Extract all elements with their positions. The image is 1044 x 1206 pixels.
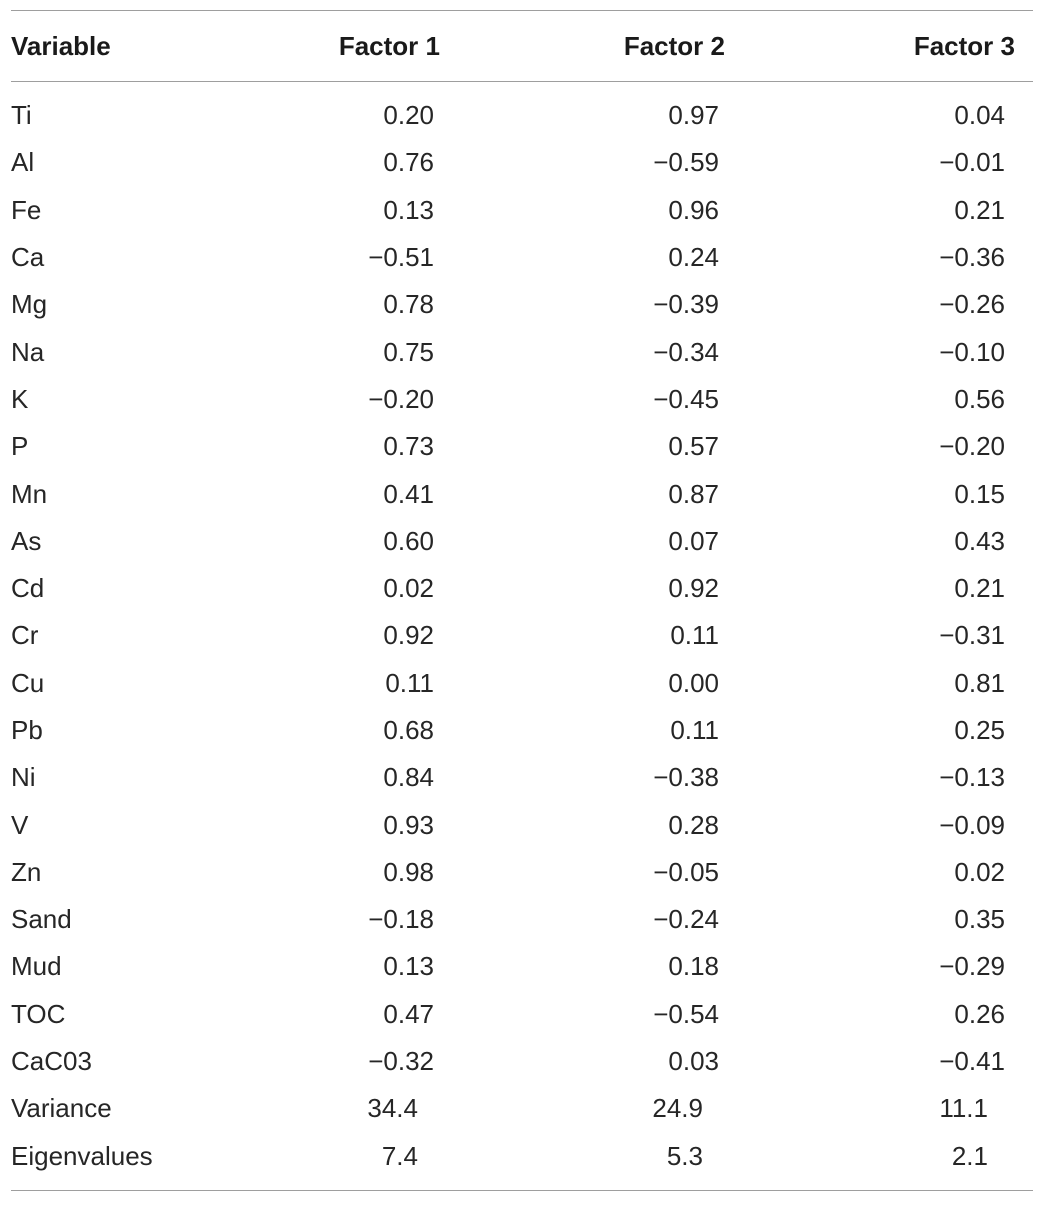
- cell-variable: Cd: [11, 573, 45, 604]
- cell-factor-1: 0.11: [385, 667, 434, 698]
- cell-variable: Fe: [11, 194, 42, 225]
- cell-variable: Eigenvalues: [11, 1140, 153, 1171]
- cell-factor-3: −0.01: [939, 147, 1005, 178]
- cell-factor-3: −0.41: [939, 1046, 1005, 1077]
- cell-factor-2: 0.11: [670, 715, 719, 745]
- cell-factor-2: 0.28: [668, 809, 719, 840]
- cell-factor-2: 0.24: [668, 242, 719, 273]
- cell-factor-3: −0.31: [939, 620, 1005, 651]
- cell-factor-1: −0.20: [368, 383, 434, 414]
- cell-factor-1: 0.02: [383, 573, 434, 604]
- table-row: [11, 565, 1033, 612]
- cell-factor-3: −0.26: [939, 289, 1005, 320]
- cell-factor-3: 0.21: [954, 194, 1005, 225]
- cell-factor-3: −0.10: [939, 336, 1005, 367]
- table-row: [11, 518, 1033, 565]
- factor-loadings-table: [11, 10, 1033, 1191]
- cell-factor-1: −0.18: [368, 904, 434, 935]
- cell-factor-2: 0.96: [668, 194, 719, 225]
- table-row: [11, 991, 1033, 1038]
- cell-factor-3: 0.04: [954, 100, 1005, 131]
- cell-factor-1: 0.84: [383, 762, 434, 793]
- factor-loadings-table-container: [11, 10, 1033, 1191]
- cell-factor-2: −0.59: [653, 147, 719, 178]
- cell-factor-3: −0.29: [939, 951, 1005, 982]
- table-row: [11, 470, 1033, 517]
- cell-variable: CaC03: [11, 1046, 92, 1077]
- cell-variable: P: [11, 431, 29, 462]
- column-header-factor-2: Factor 2: [623, 30, 725, 61]
- cell-factor-3: 0.35: [954, 904, 1005, 935]
- cell-factor-2: 24.9: [652, 1093, 703, 1124]
- table-body: [11, 82, 1033, 1191]
- cell-variable: Variance: [11, 1093, 112, 1124]
- cell-variable: V: [11, 809, 29, 840]
- cell-factor-2: −0.54: [653, 998, 719, 1029]
- cell-variable: Zn: [11, 856, 42, 887]
- cell-factor-2: 0.18: [668, 951, 719, 982]
- cell-factor-2: 0.00: [668, 667, 719, 698]
- table-row: [11, 801, 1033, 848]
- cell-factor-3: 2.1: [951, 1140, 988, 1171]
- table-row: [11, 281, 1033, 328]
- table-row: [11, 754, 1033, 801]
- cell-factor-2: 0.97: [668, 100, 719, 131]
- cell-factor-1: 0.93: [383, 809, 434, 840]
- bottom-rule: [11, 1190, 1033, 1191]
- cell-variable: Al: [11, 147, 35, 178]
- cell-factor-2: −0.45: [653, 383, 719, 414]
- cell-factor-1: 0.47: [383, 998, 434, 1029]
- cell-factor-3: 0.21: [954, 573, 1005, 604]
- cell-factor-3: 0.25: [954, 715, 1005, 745]
- cell-factor-1: 7.4: [381, 1140, 418, 1171]
- cell-variable: Cu: [11, 667, 45, 698]
- cell-factor-1: 0.13: [383, 951, 434, 982]
- table-row: [11, 1038, 1033, 1085]
- cell-factor-3: −0.09: [939, 809, 1005, 840]
- cell-variable: K: [11, 383, 29, 414]
- cell-factor-2: 0.87: [668, 478, 719, 509]
- cell-factor-1: 34.4: [367, 1093, 418, 1124]
- cell-factor-1: 0.41: [383, 478, 434, 509]
- cell-factor-1: 0.98: [383, 856, 434, 887]
- table-row: [11, 328, 1033, 375]
- cell-factor-3: 0.26: [954, 998, 1005, 1029]
- table-row: [11, 896, 1033, 943]
- cell-factor-2: 0.07: [668, 525, 719, 556]
- summary-row: [11, 1133, 1033, 1191]
- cell-factor-1: 0.13: [383, 194, 434, 225]
- table-row: [11, 423, 1033, 470]
- cell-factor-3: −0.13: [939, 762, 1005, 793]
- column-header-factor-1: Factor 1: [338, 30, 440, 61]
- cell-factor-1: 0.76: [383, 147, 434, 178]
- cell-factor-2: 0.57: [668, 431, 719, 462]
- cell-factor-2: 5.3: [666, 1140, 703, 1171]
- header-row: [11, 11, 1033, 82]
- cell-factor-2: 0.11: [670, 620, 719, 651]
- cell-factor-1: 0.75: [383, 336, 434, 367]
- cell-factor-1: 0.60: [383, 525, 434, 556]
- cell-factor-1: −0.32: [368, 1046, 434, 1077]
- cell-variable: Ca: [11, 242, 45, 273]
- cell-variable: Ti: [11, 100, 32, 131]
- cell-factor-1: 0.20: [383, 100, 434, 131]
- cell-variable: As: [11, 525, 42, 556]
- cell-variable: Mn: [11, 478, 48, 509]
- cell-factor-3: 0.15: [954, 478, 1005, 509]
- cell-factor-1: 0.68: [383, 715, 434, 745]
- cell-variable: Pb: [11, 715, 43, 745]
- table-row: [11, 139, 1033, 186]
- cell-variable: TOC: [11, 998, 66, 1029]
- cell-variable: Na: [11, 336, 45, 367]
- table-row: [11, 707, 1033, 754]
- cell-factor-1: 0.92: [383, 620, 434, 651]
- cell-variable: Mud: [11, 951, 62, 982]
- table-row: [11, 849, 1033, 896]
- cell-factor-2: 0.03: [668, 1046, 719, 1077]
- cell-factor-1: 0.78: [383, 289, 434, 320]
- cell-factor-2: −0.24: [653, 904, 719, 935]
- cell-factor-2: −0.39: [653, 289, 719, 320]
- cell-factor-3: −0.36: [939, 242, 1005, 273]
- summary-row: [11, 1085, 1033, 1132]
- cell-factor-3: 0.81: [954, 667, 1005, 698]
- cell-factor-1: −0.51: [368, 242, 434, 273]
- cell-factor-3: −0.20: [939, 431, 1005, 462]
- table-row: [11, 187, 1033, 234]
- cell-factor-3: 11.1: [939, 1093, 988, 1124]
- cell-factor-3: 0.56: [954, 383, 1005, 414]
- table-row: [11, 612, 1033, 659]
- table-row: [11, 376, 1033, 423]
- column-header-factor-3: Factor 3: [913, 30, 1015, 61]
- table-row: [11, 660, 1033, 707]
- cell-factor-2: −0.05: [653, 856, 719, 887]
- cell-variable: Cr: [11, 620, 39, 651]
- cell-variable: Sand: [11, 904, 72, 935]
- cell-factor-3: 0.43: [954, 525, 1005, 556]
- cell-variable: Mg: [11, 289, 48, 320]
- cell-factor-3: 0.02: [954, 856, 1005, 887]
- cell-factor-2: −0.34: [653, 336, 719, 367]
- cell-variable: Ni: [11, 762, 36, 793]
- table-row: [11, 943, 1033, 990]
- cell-factor-2: 0.92: [668, 573, 719, 604]
- table-row: [11, 234, 1033, 281]
- table-row: [11, 82, 1033, 140]
- cell-factor-2: −0.38: [653, 762, 719, 793]
- cell-factor-1: 0.73: [383, 431, 434, 462]
- column-header-variable: Variable: [11, 30, 111, 61]
